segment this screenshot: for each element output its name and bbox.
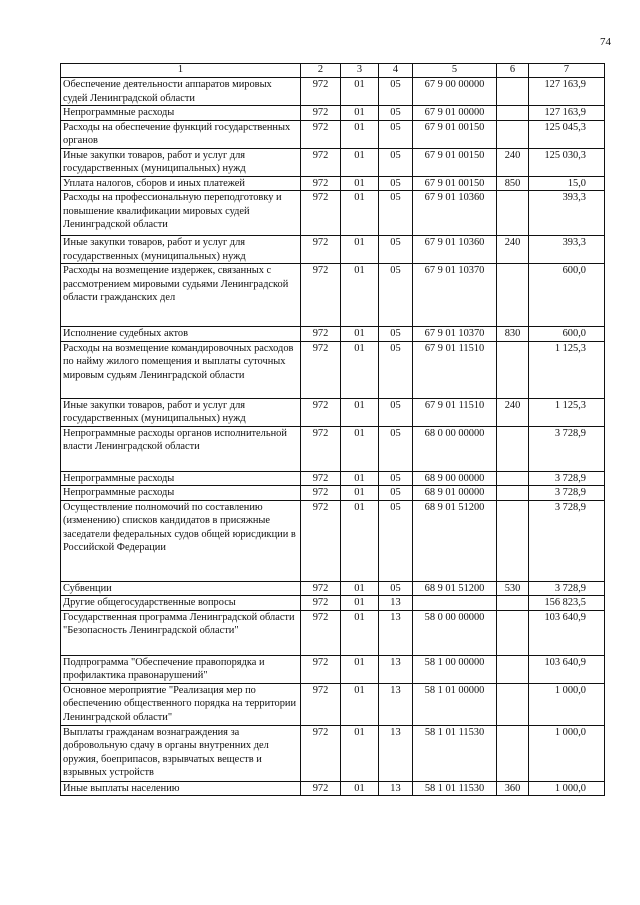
row-section-cell: 01	[341, 655, 379, 683]
table-row	[61, 148, 605, 176]
row-target-article-cell: 58 0 00 00000	[413, 610, 497, 655]
row-name-cell: Непрограммные расходы органов исполнительной власти Ленинградской области	[61, 426, 301, 471]
row-subsection-cell: 13	[379, 610, 413, 655]
row-section-cell: 01	[341, 471, 379, 486]
row-expense-type-cell: 830	[497, 327, 529, 342]
row-target-article-cell: 67 9 01 00000	[413, 106, 497, 121]
header-cell: 5	[413, 64, 497, 78]
row-expense-type-cell	[497, 120, 529, 148]
row-subsection-cell: 05	[379, 191, 413, 236]
row-target-article-cell: 68 9 01 51200	[413, 581, 497, 596]
row-code-cell: 972	[301, 191, 341, 236]
row-subsection-cell: 05	[379, 176, 413, 191]
budget-table	[60, 63, 605, 796]
row-subsection-cell: 05	[379, 500, 413, 581]
row-section-cell: 01	[341, 236, 379, 264]
row-amount-cell: 3 728,9	[529, 581, 605, 596]
row-code-cell: 972	[301, 264, 341, 327]
row-expense-type-cell	[497, 655, 529, 683]
row-expense-type-cell	[497, 596, 529, 611]
row-section-cell: 01	[341, 596, 379, 611]
row-subsection-cell: 13	[379, 725, 413, 781]
row-code-cell: 972	[301, 236, 341, 264]
table-row	[61, 725, 605, 781]
row-code-cell: 972	[301, 78, 341, 106]
row-name-cell: Иные выплаты населению	[61, 781, 301, 796]
row-subsection-cell: 05	[379, 486, 413, 501]
row-expense-type-cell	[497, 341, 529, 398]
row-code-cell: 972	[301, 725, 341, 781]
row-amount-cell: 127 163,9	[529, 78, 605, 106]
row-subsection-cell: 13	[379, 655, 413, 683]
row-name-cell: Расходы на возмещение командировочных расходов по найму жилого помещения и выплаты суточных мировым судьям Ленинградской области	[61, 341, 301, 398]
row-expense-type-cell	[497, 725, 529, 781]
row-expense-type-cell	[497, 500, 529, 581]
table-row	[61, 398, 605, 426]
table-row	[61, 683, 605, 725]
row-code-cell: 972	[301, 781, 341, 796]
table-row	[61, 327, 605, 342]
row-target-article-cell: 67 9 01 00150	[413, 148, 497, 176]
row-section-cell: 01	[341, 486, 379, 501]
row-name-cell: Иные закупки товаров, работ и услуг для государственных (муниципальных) нужд	[61, 398, 301, 426]
row-target-article-cell: 67 9 01 00150	[413, 176, 497, 191]
row-section-cell: 01	[341, 106, 379, 121]
row-code-cell: 972	[301, 341, 341, 398]
page-number: 74	[600, 36, 611, 48]
row-target-article-cell: 67 9 01 10370	[413, 327, 497, 342]
row-subsection-cell: 13	[379, 596, 413, 611]
row-section-cell: 01	[341, 120, 379, 148]
row-code-cell: 972	[301, 655, 341, 683]
row-target-article-cell: 68 0 00 00000	[413, 426, 497, 471]
row-subsection-cell: 05	[379, 120, 413, 148]
row-section-cell: 01	[341, 581, 379, 596]
row-section-cell: 01	[341, 500, 379, 581]
row-name-cell: Государственная программа Ленинградской области "Безопасность Ленинградской области"	[61, 610, 301, 655]
row-amount-cell: 393,3	[529, 191, 605, 236]
row-target-article-cell: 67 9 01 10360	[413, 236, 497, 264]
table-row	[61, 486, 605, 501]
row-subsection-cell: 05	[379, 106, 413, 121]
table-row	[61, 655, 605, 683]
row-section-cell: 01	[341, 341, 379, 398]
row-amount-cell: 600,0	[529, 264, 605, 327]
table-row	[61, 78, 605, 106]
row-name-cell: Уплата налогов, сборов и иных платежей	[61, 176, 301, 191]
row-target-article-cell	[413, 596, 497, 611]
table-row	[61, 426, 605, 471]
row-subsection-cell: 05	[379, 398, 413, 426]
row-section-cell: 01	[341, 176, 379, 191]
row-target-article-cell: 67 9 01 10370	[413, 264, 497, 327]
row-expense-type-cell	[497, 683, 529, 725]
header-cell: 3	[341, 64, 379, 78]
row-expense-type-cell	[497, 78, 529, 106]
row-name-cell: Расходы на профессиональную переподготовку и повышение квалификации мировых судей Ленинградской области	[61, 191, 301, 236]
row-target-article-cell: 68 9 01 51200	[413, 500, 497, 581]
row-section-cell: 01	[341, 148, 379, 176]
row-section-cell: 01	[341, 610, 379, 655]
row-expense-type-cell: 530	[497, 581, 529, 596]
table-body	[61, 64, 605, 796]
row-name-cell: Исполнение судебных актов	[61, 327, 301, 342]
row-name-cell: Основное мероприятие "Реализация мер по обеспечению общественного порядка на территории Ленинградской области"	[61, 683, 301, 725]
table-row	[61, 191, 605, 236]
row-amount-cell: 393,3	[529, 236, 605, 264]
table-row	[61, 264, 605, 327]
row-expense-type-cell	[497, 426, 529, 471]
row-expense-type-cell	[497, 106, 529, 121]
row-subsection-cell: 05	[379, 341, 413, 398]
row-code-cell: 972	[301, 176, 341, 191]
row-amount-cell: 3 728,9	[529, 426, 605, 471]
row-target-article-cell: 67 9 01 00150	[413, 120, 497, 148]
row-expense-type-cell: 850	[497, 176, 529, 191]
row-subsection-cell: 13	[379, 781, 413, 796]
row-code-cell: 972	[301, 500, 341, 581]
table-row	[61, 781, 605, 796]
row-expense-type-cell: 240	[497, 236, 529, 264]
row-amount-cell: 1 000,0	[529, 683, 605, 725]
row-name-cell: Иные закупки товаров, работ и услуг для государственных (муниципальных) нужд	[61, 148, 301, 176]
row-target-article-cell: 58 1 01 11530	[413, 725, 497, 781]
row-target-article-cell: 67 9 00 00000	[413, 78, 497, 106]
row-code-cell: 972	[301, 486, 341, 501]
row-amount-cell: 1 000,0	[529, 725, 605, 781]
row-subsection-cell: 05	[379, 78, 413, 106]
row-name-cell: Расходы на обеспечение функций государственных органов	[61, 120, 301, 148]
row-amount-cell: 3 728,9	[529, 500, 605, 581]
row-amount-cell: 1 125,3	[529, 341, 605, 398]
row-amount-cell: 3 728,9	[529, 486, 605, 501]
header-cell: 2	[301, 64, 341, 78]
row-amount-cell: 103 640,9	[529, 610, 605, 655]
row-subsection-cell: 05	[379, 236, 413, 264]
table-row	[61, 176, 605, 191]
row-expense-type-cell	[497, 191, 529, 236]
row-name-cell: Непрограммные расходы	[61, 486, 301, 501]
row-subsection-cell: 05	[379, 264, 413, 327]
row-code-cell: 972	[301, 120, 341, 148]
header-row	[61, 64, 605, 78]
row-expense-type-cell: 360	[497, 781, 529, 796]
row-code-cell: 972	[301, 398, 341, 426]
row-target-article-cell: 58 1 00 00000	[413, 655, 497, 683]
table-row	[61, 341, 605, 398]
row-section-cell: 01	[341, 725, 379, 781]
table-row	[61, 596, 605, 611]
row-target-article-cell: 67 9 01 10360	[413, 191, 497, 236]
row-expense-type-cell	[497, 264, 529, 327]
header-cell: 4	[379, 64, 413, 78]
row-section-cell: 01	[341, 264, 379, 327]
row-subsection-cell: 05	[379, 426, 413, 471]
row-subsection-cell: 05	[379, 327, 413, 342]
table-row	[61, 236, 605, 264]
row-section-cell: 01	[341, 426, 379, 471]
row-name-cell: Субвенции	[61, 581, 301, 596]
row-name-cell: Подпрограмма "Обеспечение правопорядка и профилактика правонарушений"	[61, 655, 301, 683]
row-code-cell: 972	[301, 327, 341, 342]
row-amount-cell: 127 163,9	[529, 106, 605, 121]
row-target-article-cell: 68 9 00 00000	[413, 471, 497, 486]
row-section-cell: 01	[341, 398, 379, 426]
table-row	[61, 471, 605, 486]
row-code-cell: 972	[301, 581, 341, 596]
row-target-article-cell: 68 9 01 00000	[413, 486, 497, 501]
row-amount-cell: 1 000,0	[529, 781, 605, 796]
row-code-cell: 972	[301, 106, 341, 121]
row-amount-cell: 125 045,3	[529, 120, 605, 148]
row-amount-cell: 103 640,9	[529, 655, 605, 683]
row-name-cell: Другие общегосударственные вопросы	[61, 596, 301, 611]
row-section-cell: 01	[341, 327, 379, 342]
row-target-article-cell: 67 9 01 11510	[413, 398, 497, 426]
row-section-cell: 01	[341, 781, 379, 796]
row-target-article-cell: 58 1 01 11530	[413, 781, 497, 796]
row-name-cell: Обеспечение деятельности аппаратов мировых судей Ленинградской области	[61, 78, 301, 106]
row-name-cell: Непрограммные расходы	[61, 471, 301, 486]
row-code-cell: 972	[301, 683, 341, 725]
row-expense-type-cell	[497, 610, 529, 655]
table-row	[61, 106, 605, 121]
row-code-cell: 972	[301, 596, 341, 611]
row-target-article-cell: 67 9 01 11510	[413, 341, 497, 398]
row-subsection-cell: 13	[379, 683, 413, 725]
row-expense-type-cell: 240	[497, 398, 529, 426]
row-target-article-cell: 58 1 01 00000	[413, 683, 497, 725]
row-amount-cell: 125 030,3	[529, 148, 605, 176]
row-subsection-cell: 05	[379, 581, 413, 596]
table-row	[61, 500, 605, 581]
row-name-cell: Выплаты гражданам вознаграждения за добровольную сдачу в органы внутренних дел оружия, боеприпасов, взрывчатых веществ и взрывных устройств	[61, 725, 301, 781]
row-subsection-cell: 05	[379, 148, 413, 176]
row-amount-cell: 15,0	[529, 176, 605, 191]
row-amount-cell: 600,0	[529, 327, 605, 342]
row-code-cell: 972	[301, 426, 341, 471]
table-row	[61, 581, 605, 596]
header-cell: 1	[61, 64, 301, 78]
row-amount-cell: 156 823,5	[529, 596, 605, 611]
row-code-cell: 972	[301, 148, 341, 176]
row-name-cell: Непрограммные расходы	[61, 106, 301, 121]
header-cell: 6	[497, 64, 529, 78]
row-expense-type-cell	[497, 486, 529, 501]
row-section-cell: 01	[341, 78, 379, 106]
row-section-cell: 01	[341, 683, 379, 725]
row-code-cell: 972	[301, 471, 341, 486]
row-name-cell: Расходы на возмещение издержек, связанных с рассмотрением мировыми судьями Ленинградской области гражданских дел	[61, 264, 301, 327]
table-row	[61, 610, 605, 655]
row-name-cell: Осуществление полномочий по составлению (изменению) списков кандидатов в присяжные заседатели федеральных судов общей юрисдикции в Российской Федерации	[61, 500, 301, 581]
table-row	[61, 120, 605, 148]
row-name-cell: Иные закупки товаров, работ и услуг для государственных (муниципальных) нужд	[61, 236, 301, 264]
row-section-cell: 01	[341, 191, 379, 236]
header-cell: 7	[529, 64, 605, 78]
row-amount-cell: 1 125,3	[529, 398, 605, 426]
row-expense-type-cell	[497, 471, 529, 486]
row-code-cell: 972	[301, 610, 341, 655]
row-expense-type-cell: 240	[497, 148, 529, 176]
row-subsection-cell: 05	[379, 471, 413, 486]
row-amount-cell: 3 728,9	[529, 471, 605, 486]
